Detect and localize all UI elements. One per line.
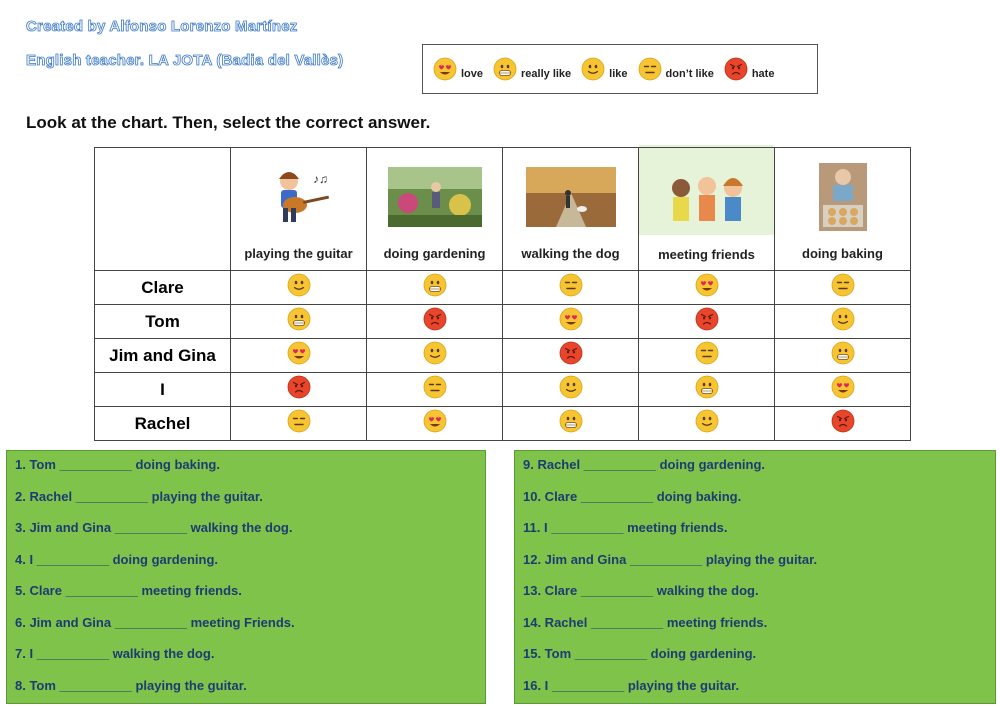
person-name: I	[95, 373, 231, 407]
face-cell	[231, 339, 367, 373]
question-14[interactable]: 14. Rachel __________ meeting friends.	[523, 615, 768, 630]
really-like-face-icon	[831, 341, 855, 365]
face-cell	[775, 305, 911, 339]
question-13[interactable]: 13. Clare __________ walking the dog.	[523, 583, 759, 598]
legend-label: really like	[521, 68, 572, 80]
preferences-chart	[94, 147, 911, 441]
face-cell	[775, 339, 911, 373]
dont-like-face-icon	[559, 273, 583, 297]
question-5[interactable]: 5. Clare __________ meeting friends.	[15, 583, 242, 598]
question-3[interactable]: 3. Jim and Gina __________ walking the dog.	[15, 520, 293, 535]
face-cell	[367, 305, 503, 339]
friends-cartoon	[639, 145, 774, 235]
like-face-icon	[559, 375, 583, 399]
corner-cell	[95, 148, 231, 271]
activity-header	[639, 148, 775, 271]
person-row	[95, 271, 911, 305]
question-2[interactable]: 2. Rachel __________ playing the guitar.	[15, 489, 263, 504]
activity-label: doing baking	[802, 245, 883, 261]
person-name: Rachel	[95, 407, 231, 441]
face-cell	[231, 271, 367, 305]
dont-like-face-icon	[423, 375, 447, 399]
face-cell	[367, 407, 503, 441]
hate-face-icon	[559, 341, 583, 365]
face-cell	[503, 373, 639, 407]
face-cell	[775, 271, 911, 305]
smile-face-icon	[581, 57, 605, 81]
activity-label: doing gardening	[383, 245, 486, 261]
activity-header	[367, 148, 503, 271]
face-cell	[231, 305, 367, 339]
person-row	[95, 305, 911, 339]
hate-face-icon	[423, 307, 447, 331]
legend-dont-like	[638, 57, 714, 81]
love-face-icon	[287, 341, 311, 365]
like-face-icon	[287, 273, 311, 297]
face-cell	[231, 373, 367, 407]
question-7[interactable]: 7. I __________ walking the dog.	[15, 646, 215, 661]
questions-panel-right	[514, 450, 996, 704]
really-like-face-icon	[695, 375, 719, 399]
grin-face-icon	[493, 57, 517, 81]
love-face-icon	[695, 273, 719, 297]
question-6[interactable]: 6. Jim and Gina __________ meeting Friends.	[15, 615, 295, 630]
face-cell	[775, 407, 911, 441]
legend-label: love	[461, 68, 484, 80]
emoji-legend	[422, 44, 818, 94]
person-row	[95, 373, 911, 407]
dont-like-face-icon	[831, 273, 855, 297]
dont-like-face-icon	[287, 409, 311, 433]
credit-school: English teacher. LA JOTA (Badia del Vallès)	[26, 52, 344, 69]
svg-text:♪♫: ♪♫	[312, 171, 328, 186]
face-cell	[775, 373, 911, 407]
activity-header	[775, 148, 911, 271]
like-face-icon	[423, 341, 447, 365]
person-name: Tom	[95, 305, 231, 339]
love-face-icon	[831, 375, 855, 399]
face-cell	[639, 339, 775, 373]
like-face-icon	[831, 307, 855, 331]
really-like-face-icon	[287, 307, 311, 331]
question-10[interactable]: 10. Clare __________ doing baking.	[523, 489, 742, 504]
hate-face-icon	[831, 409, 855, 433]
face-cell	[639, 305, 775, 339]
face-cell	[503, 407, 639, 441]
hate-face-icon	[287, 375, 311, 399]
legend-hate	[724, 57, 775, 81]
face-cell	[639, 407, 775, 441]
face-cell	[503, 339, 639, 373]
question-4[interactable]: 4. I __________ doing gardening.	[15, 552, 219, 567]
question-9[interactable]: 9. Rachel __________ doing gardening.	[523, 457, 766, 472]
face-cell	[639, 373, 775, 407]
question-16[interactable]: 16. I __________ playing the guitar.	[523, 678, 740, 693]
angry-face-icon	[724, 57, 748, 81]
legend-label: like	[609, 68, 628, 80]
dog-walk-photo	[503, 160, 638, 234]
chart-header-row	[95, 148, 911, 271]
activity-header	[503, 148, 639, 271]
question-1[interactable]: 1. Tom __________ doing baking.	[15, 457, 220, 472]
love-face-icon	[433, 57, 457, 81]
question-11[interactable]: 11. I __________ meeting friends.	[523, 520, 728, 535]
question-12[interactable]: 12. Jim and Gina __________ playing the guitar.	[523, 552, 818, 567]
activity-label: playing the guitar	[244, 245, 353, 261]
legend-like	[581, 57, 627, 81]
face-cell	[231, 407, 367, 441]
question-15[interactable]: 15. Tom __________ doing gardening.	[523, 646, 757, 661]
baking-photo	[775, 160, 910, 234]
love-face-icon	[423, 409, 447, 433]
like-face-icon	[695, 409, 719, 433]
face-cell	[503, 305, 639, 339]
guitar-player-picture	[231, 160, 366, 234]
activity-label: meeting friends	[658, 246, 755, 262]
face-cell	[503, 271, 639, 305]
person-row	[95, 407, 911, 441]
activity-label: walking the dog	[521, 245, 620, 261]
person-name: Jim and Gina	[95, 339, 231, 373]
questions-panel-left	[6, 450, 486, 704]
person-name: Clare	[95, 271, 231, 305]
legend-label: don’t like	[665, 68, 714, 80]
face-cell	[367, 271, 503, 305]
activity-header	[231, 148, 367, 271]
legend-love	[433, 57, 483, 81]
question-8[interactable]: 8. Tom __________ playing the guitar.	[15, 678, 247, 693]
hate-face-icon	[695, 307, 719, 331]
credit-author: Created by Alfonso Lorenzo Martínez	[26, 18, 298, 35]
really-like-face-icon	[559, 409, 583, 433]
love-face-icon	[559, 307, 583, 331]
person-row	[95, 339, 911, 373]
face-cell	[367, 339, 503, 373]
legend-really-like	[493, 57, 571, 81]
gardening-photo	[367, 160, 502, 234]
face-cell	[367, 373, 503, 407]
really-like-face-icon	[423, 273, 447, 297]
instruction-text: Look at the chart. Then, select the correct answer.	[26, 113, 431, 132]
legend-label: hate	[751, 68, 775, 80]
face-cell	[639, 271, 775, 305]
dont-like-face-icon	[695, 341, 719, 365]
neutral-face-icon	[638, 57, 662, 81]
